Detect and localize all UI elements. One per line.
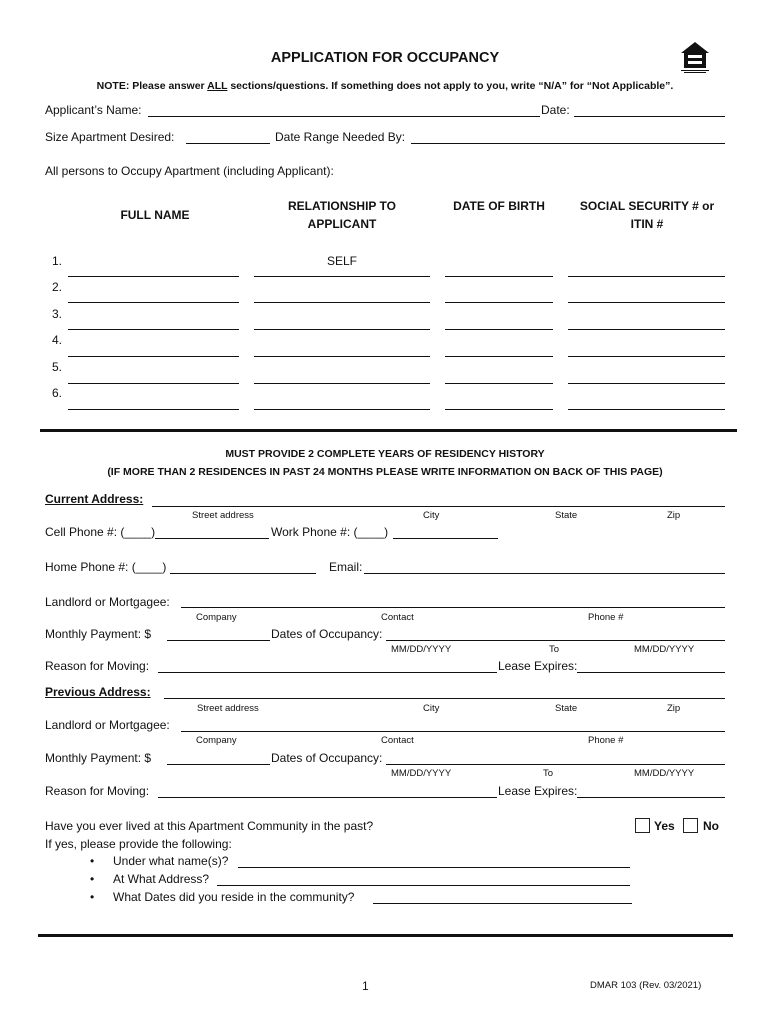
phone-caption: Phone # [588, 612, 624, 623]
residence-dates-label: What Dates did you reside in the community? [113, 890, 355, 904]
zip-caption: Zip [667, 703, 681, 714]
full-name-field[interactable] [68, 356, 239, 357]
date-format-caption: MM/DD/YYYY [634, 644, 695, 655]
row-number: 1. [52, 254, 63, 268]
col-ssn-line1: SOCIAL SECURITY # or [579, 199, 715, 213]
residency-heading: MUST PROVIDE 2 COMPLETE YEARS OF RESIDENCY HISTORY [225, 448, 545, 460]
date-of-birth-field[interactable] [445, 302, 553, 303]
note-prefix: NOTE: Please answer [96, 80, 208, 92]
note-emphasis: ALL [207, 80, 228, 92]
work-phone-label: Work Phone #: (____) [271, 525, 389, 539]
row-number: 3. [52, 307, 63, 321]
contact-caption: Contact [381, 612, 414, 623]
home-phone-label: Home Phone #: (____) [45, 560, 167, 574]
full-name-field[interactable] [68, 276, 239, 277]
monthly-payment-label: Monthly Payment: $ [45, 751, 152, 765]
dates-of-occupancy-label: Dates of Occupancy: [271, 627, 383, 641]
reason-for-moving-field[interactable] [158, 672, 497, 673]
bullet-icon: • [90, 872, 95, 886]
city-caption: City [423, 510, 440, 521]
col-ssn-line2: ITIN # [630, 217, 664, 231]
ssn-field[interactable] [568, 329, 725, 330]
all-persons-label: All persons to Occupy Apartment (including Applicant): [45, 164, 334, 178]
col-full-name: FULL NAME [120, 208, 190, 222]
date-label: Date: [541, 103, 570, 117]
yes-checkbox[interactable] [635, 818, 650, 833]
state-caption: State [555, 703, 578, 714]
state-caption: State [555, 510, 578, 521]
col-relationship-line2: APPLICANT [307, 217, 377, 231]
email-field[interactable] [364, 573, 725, 574]
previous-address-label: At What Address? [113, 872, 210, 886]
date-of-birth-field[interactable] [445, 276, 553, 277]
relationship-field[interactable] [254, 302, 430, 303]
ssn-field[interactable] [568, 383, 725, 384]
contact-caption: Contact [381, 735, 414, 746]
phone-caption: Phone # [588, 735, 624, 746]
date-format-caption: MM/DD/YYYY [391, 644, 452, 655]
size-apartment-label: Size Apartment Desired: [45, 130, 175, 144]
date-format-caption: MM/DD/YYYY [391, 768, 452, 779]
date-of-birth-field[interactable] [445, 383, 553, 384]
bottom-divider [38, 934, 733, 937]
page-title: APPLICATION FOR OCCUPANCY [270, 50, 500, 66]
lease-expires-field[interactable] [577, 672, 725, 673]
applicant-name-field[interactable] [148, 116, 540, 117]
instruction-note [0, 80, 770, 92]
col-date-of-birth: DATE OF BIRTH [453, 199, 545, 213]
street-address-caption: Street address [192, 510, 254, 521]
reason-for-moving-field[interactable] [158, 797, 497, 798]
yes-label: Yes [654, 819, 675, 833]
full-name-field[interactable] [68, 409, 239, 410]
date-range-label: Date Range Needed By: [275, 130, 406, 144]
previous-address-field[interactable] [217, 885, 630, 886]
dates-of-occupancy-label: Dates of Occupancy: [271, 751, 383, 765]
city-caption: City [423, 703, 440, 714]
landlord-label: Landlord or Mortgagee: [45, 595, 170, 609]
email-label: Email: [329, 560, 363, 574]
ssn-field[interactable] [568, 276, 725, 277]
previous-names-label: Under what name(s)? [113, 854, 229, 868]
date-of-birth-field[interactable] [445, 409, 553, 410]
reason-for-moving-label: Reason for Moving: [45, 784, 150, 798]
previous-names-field[interactable] [238, 867, 630, 868]
dates-of-occupancy-field[interactable] [386, 764, 725, 765]
equal-housing-opportunity-icon [678, 40, 712, 74]
dates-of-occupancy-field[interactable] [386, 640, 725, 641]
date-of-birth-field[interactable] [445, 356, 553, 357]
row-number: 2. [52, 280, 63, 294]
relationship-field[interactable] [254, 383, 430, 384]
company-caption: Company [196, 735, 237, 746]
relationship-value: SELF [326, 254, 357, 268]
previous-address-field[interactable] [164, 698, 725, 699]
ssn-field[interactable] [568, 356, 725, 357]
residence-dates-field[interactable] [373, 903, 632, 904]
relationship-field[interactable] [254, 409, 430, 410]
size-apartment-field[interactable] [186, 143, 270, 144]
monthly-payment-label: Monthly Payment: $ [45, 627, 152, 641]
relationship-field[interactable] [254, 329, 430, 330]
ssn-field[interactable] [568, 409, 725, 410]
row-number: 4. [52, 333, 63, 347]
residency-subheading: (IF MORE THAN 2 RESIDENCES IN PAST 24 MONTHS PLEASE WRITE INFORMATION ON BACK OF THIS PAGE) [107, 466, 663, 478]
work-phone-field[interactable] [393, 538, 498, 539]
to-caption: To [549, 644, 560, 655]
relationship-field[interactable] [254, 356, 430, 357]
note-suffix: sections/questions. If something does not apply to you, write “N/A” for “Not Applicable”. [227, 80, 674, 92]
company-caption: Company [196, 612, 237, 623]
full-name-field[interactable] [68, 302, 239, 303]
cell-phone-label: Cell Phone #: (____) [45, 525, 156, 539]
monthly-payment-field[interactable] [167, 640, 270, 641]
full-name-field[interactable] [68, 329, 239, 330]
relationship-field[interactable] [254, 276, 430, 277]
landlord-label: Landlord or Mortgagee: [45, 718, 170, 732]
row-number: 6. [52, 386, 63, 400]
landlord-field[interactable] [181, 607, 725, 608]
home-phone-field[interactable] [170, 573, 316, 574]
no-checkbox[interactable] [683, 818, 698, 833]
community-question: Have you ever lived at this Apartment Community in the past? [45, 819, 374, 833]
section-divider [40, 429, 737, 432]
no-label: No [703, 819, 719, 833]
form-id: DMAR 103 (Rev. 03/2021) [590, 980, 702, 991]
row-number: 5. [52, 360, 63, 374]
ssn-field[interactable] [568, 302, 725, 303]
street-address-caption: Street address [197, 703, 259, 714]
bullet-icon: • [90, 854, 95, 868]
current-address-label: Current Address: [45, 492, 144, 506]
cell-phone-field[interactable] [155, 538, 269, 539]
lease-expires-label: Lease Expires: [498, 784, 578, 798]
monthly-payment-field[interactable] [167, 764, 270, 765]
zip-caption: Zip [667, 510, 681, 521]
date-of-birth-field[interactable] [445, 329, 553, 330]
lease-expires-field[interactable] [577, 797, 725, 798]
col-relationship-line1: RELATIONSHIP TO [287, 199, 396, 213]
applicant-name-label: Applicant’s Name: [45, 103, 142, 117]
date-range-field[interactable] [411, 143, 725, 144]
date-field[interactable] [574, 116, 725, 117]
to-caption: To [543, 768, 554, 779]
reason-for-moving-label: Reason for Moving: [45, 659, 150, 673]
current-address-field[interactable] [152, 506, 725, 507]
landlord-field[interactable] [181, 731, 725, 732]
date-format-caption: MM/DD/YYYY [634, 768, 695, 779]
full-name-field[interactable] [68, 383, 239, 384]
if-yes-label: If yes, please provide the following: [45, 837, 232, 851]
previous-address-label: Previous Address: [45, 685, 151, 699]
page-number: 1 [362, 979, 369, 993]
bullet-icon: • [90, 890, 95, 904]
lease-expires-label: Lease Expires: [498, 659, 578, 673]
